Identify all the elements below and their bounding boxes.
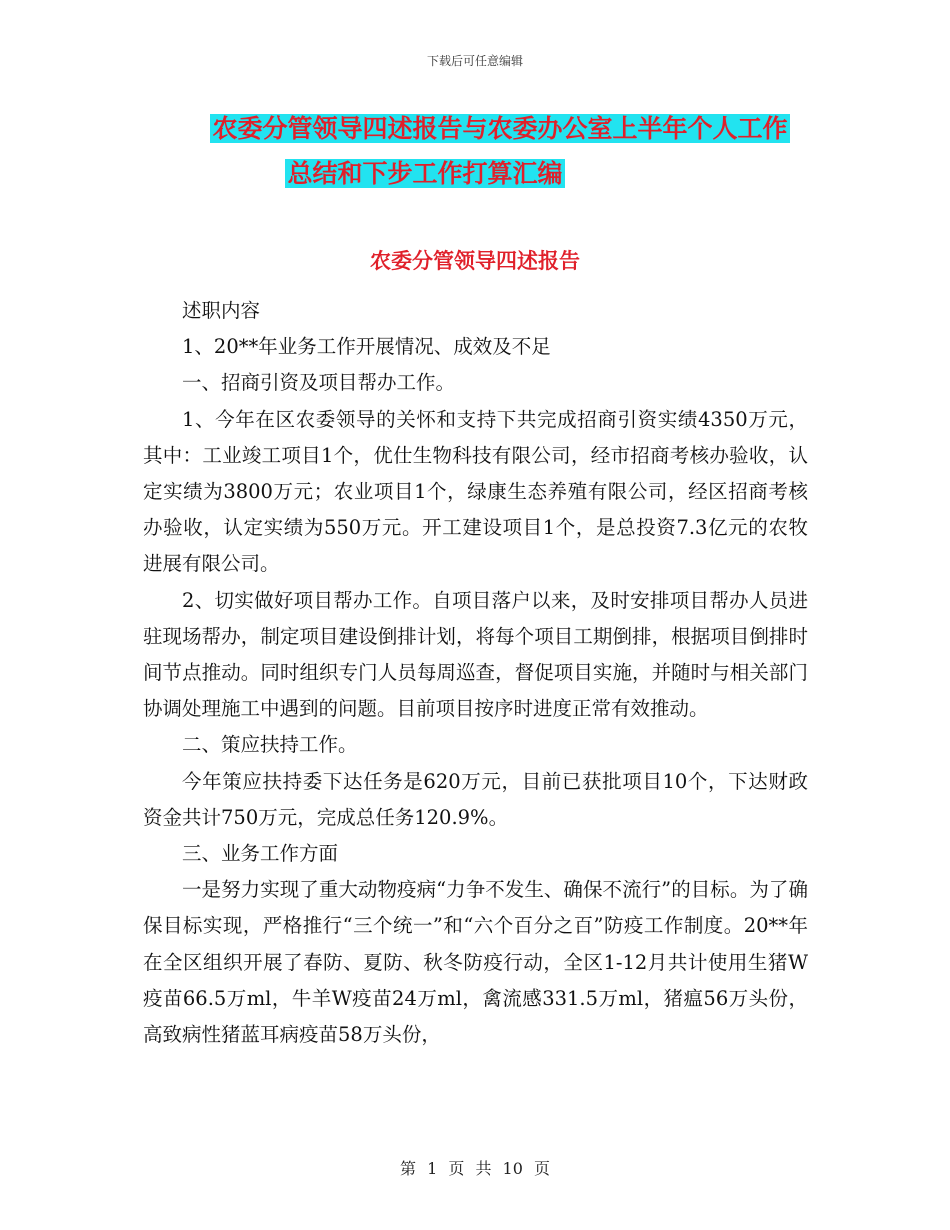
document-title-line-2	[0, 154, 900, 194]
document-title-line-1	[25, 109, 950, 149]
paragraph: 一是努力实现了重大动物疫病“力争不发生、确保不流行”的目标。为了确保目标实现，严格推行“三个统一”和“六个百分之百”防疫工作制度。20**年在全区组织开展了春防、夏防、秋冬防疫行动，全区1-12月共计使用生猪W疫苗66.5万ml，牛羊W疫苗24万ml，禽流感331.5万ml，猪瘟56万头份，高致病性猪蓝耳病疫苗58万头份，	[143, 878, 808, 1047]
paragraph: 二、策应扶持工作。	[182, 733, 358, 757]
title-line-2-text: 总结和下步工作打算汇编	[287, 159, 563, 188]
header-note: 下载后可任意编辑	[426, 54, 523, 68]
page-footer: 第 1 页 共 10 页	[400, 1159, 550, 1178]
paragraph: 1、20**年业务工作开展情况、成效及不足	[182, 335, 551, 359]
section-title: 农委分管领导四述报告	[370, 249, 580, 273]
document-body	[143, 293, 808, 1053]
paragraph: 一、招商引资及项目帮办工作。	[182, 371, 456, 395]
paragraph: 三、业务工作方面	[182, 842, 339, 866]
paragraph: 2、切实做好项目帮办工作。自项目落户以来，及时安排项目帮办人员进驻现场帮办，制定项目建设倒排计划，将每个项目工期倒排，根据项目倒排时间节点推动。同时组织专门人员每周巡查，督促项目实施，并随时与相关部门协调处理施工中遇到的问题。目前项目按序时进度正常有效推动。	[143, 588, 808, 721]
paragraph: 今年策应扶持委下达任务是620万元，目前已获批项目10个，下达财政资金共计750万元，完成总任务120.9%。	[143, 769, 808, 829]
paragraph: 述职内容	[182, 299, 261, 322]
paragraph: 1、今年在区农委领导的关怀和支持下共完成招商引资实绩4350万元，其中：工业竣工项目1个，优仕生物科技有限公司，经市招商考核办验收，认定实绩为3800万元；农业项目1个，绿康生态养殖有限公司，经区招商考核办验收，认定实绩为550万元。开工建设项目1个，是总投资7.3亿元的农牧进展有限公司。	[143, 407, 808, 576]
title-line-1-text: 农委分管领导四述报告与农委办公室上半年个人工作	[212, 114, 788, 143]
